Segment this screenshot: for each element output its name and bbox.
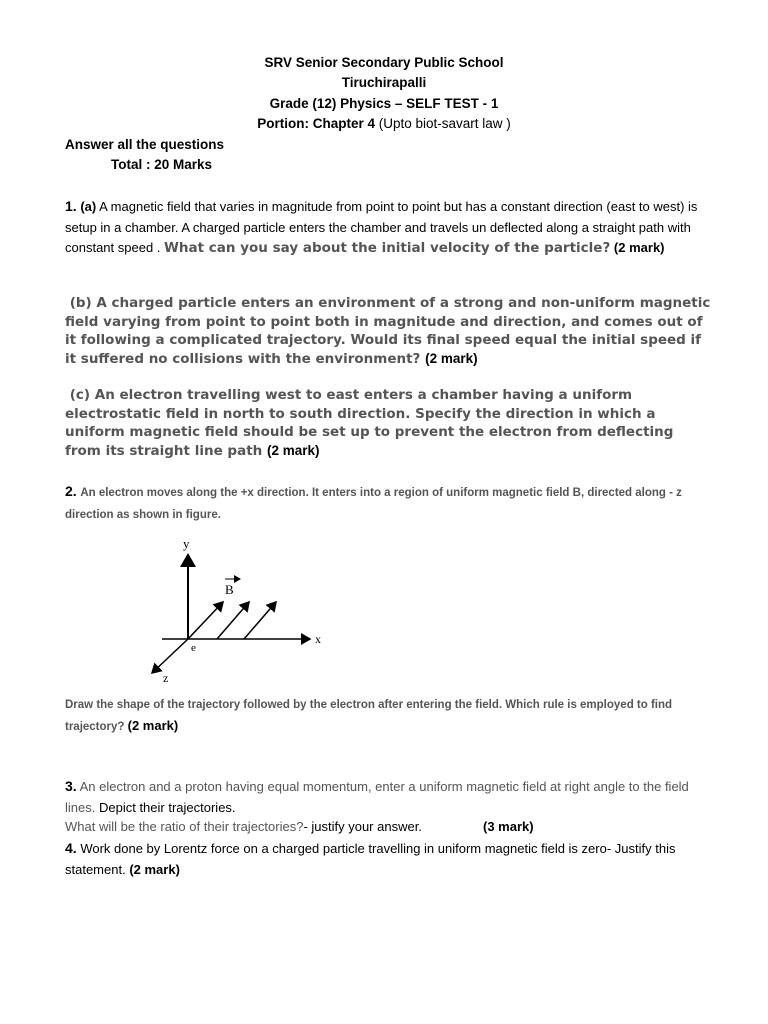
- question-2-prompt: [65, 695, 705, 737]
- question-prompt: Draw the shape of the trajectory followed by the electron after entering the field. Which rule is employed to find trajectory?: [65, 699, 673, 733]
- question-marks: (2 mark): [425, 350, 478, 366]
- z-axis: [152, 639, 188, 673]
- question-text: An electron moves along the +x direction. It enters into a region of uniform magnetic field B, directed along - z direction as shown in figure.: [65, 487, 682, 521]
- portion-line: [0, 114, 768, 134]
- x-axis-label: x: [315, 632, 321, 646]
- question-2: [65, 482, 705, 525]
- question-text: A magnetic field that varies in magnitude from point to point but has a constant direction (east to west) is setup in a chamber. A charged particle enters the chamber and travels un deflected along a straight path with constant speed .: [65, 199, 698, 255]
- instruction: Answer all the questions: [65, 137, 225, 152]
- field-arrow: [244, 602, 276, 639]
- question-1c: [65, 386, 713, 460]
- question-number: 3.: [65, 778, 77, 794]
- question-marks: (2 mark): [266, 442, 320, 458]
- question-text: (c) An electron travelling west to east enters a chamber having a uniform electrostatic field in north to south direction. Specify the direction in which a uniform magnetic field should be set up to prevent the electron from deflecting from its straight line path: [65, 387, 674, 459]
- question-prompt: What will be the ratio of their trajectories?: [65, 819, 304, 834]
- question-justify: - justify your answer.: [303, 819, 422, 834]
- question-prompt: What can you say about the initial velocity of the particle?: [164, 240, 611, 256]
- b-field-label: B: [225, 582, 234, 597]
- question-part: (a): [80, 199, 97, 214]
- question-text: An electron and a proton having equal momentum, enter a uniform magnetic field at right angle to the field lines.: [65, 779, 689, 815]
- question-marks: (3 mark): [483, 819, 534, 834]
- question-number: 1.: [65, 198, 77, 214]
- field-arrow: [188, 602, 223, 639]
- magnetic-field-figure: [140, 535, 340, 685]
- field-arrow: [217, 602, 249, 639]
- question-3: [65, 776, 705, 818]
- y-axis-label: y: [183, 536, 190, 551]
- question-number: 2.: [65, 483, 77, 499]
- question-1b: [65, 294, 713, 368]
- question-marks: (2 mark): [129, 861, 180, 877]
- question-3-line2: [65, 817, 705, 838]
- question-number: 4.: [65, 840, 77, 856]
- test-title: Grade (12) Physics – SELF TEST - 1: [269, 96, 499, 111]
- question-depict: Depict their trajectories.: [98, 799, 236, 815]
- portion-detail: (Upto biot-savart law ): [378, 116, 511, 131]
- question-text: (b) A charged particle enters an environment of a strong and non-uniform magnetic field varying from point to point both in magnitude and direction, and comes out of it following a complicated trajectory. Would its final speed equal the initial speed if it suffered no collisions with the environment?: [65, 295, 711, 367]
- electron-label: e: [191, 642, 196, 654]
- question-marks: (2 mark): [127, 717, 179, 733]
- question-text: Work done by Lorentz force on a charged particle travelling in uniform magnetic field is zero- Justify this statement.: [65, 841, 676, 877]
- question-4: [65, 838, 705, 880]
- portion-label: Portion: Chapter 4: [257, 116, 375, 131]
- total-marks: Total : 20 Marks: [111, 157, 213, 172]
- school-name: SRV Senior Secondary Public School: [264, 55, 504, 70]
- z-axis-label: z: [163, 671, 169, 685]
- school-city: Tiruchirapalli: [341, 75, 427, 90]
- question-1a: [65, 196, 705, 259]
- question-marks: (2 mark): [613, 240, 665, 255]
